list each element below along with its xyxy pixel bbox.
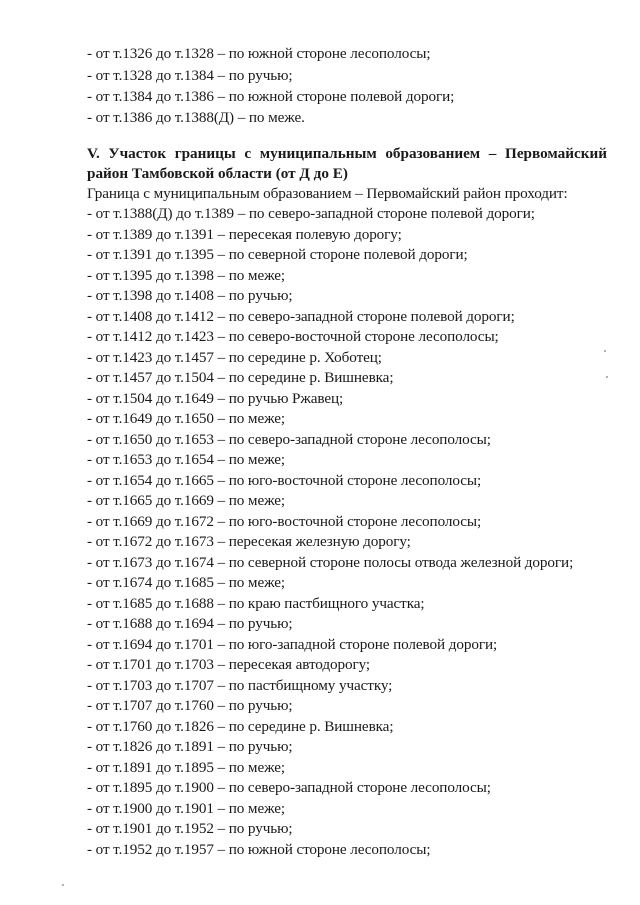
boundary-item: - от т.1901 до т.1952 – по ручью; [87,820,293,837]
boundary-item: - от т.1395 до т.1398 – по меже; [87,267,286,284]
boundary-item: - от т.1703 до т.1707 – по пастбищному участку; [87,677,393,694]
boundary-item: - от т.1674 до т.1685 – по меже; [87,574,286,591]
boundary-item: - от т.1688 до т.1694 – по ручью; [87,615,293,632]
boundary-item: - от т.1685 до т.1688 – по краю пастбищного участка; [87,595,425,612]
boundary-item: - от т.1398 до т.1408 – по ручью; [87,287,293,304]
boundary-item: - от т.1826 до т.1891 – по ручью; [87,738,293,755]
section-heading-line2: район Тамбовской области (от Д до Е) [87,164,348,182]
scan-speck [62,884,64,886]
scan-speck [606,376,608,378]
boundary-item: - от т.1423 до т.1457 – по середине р. Хоботец; [87,349,382,366]
boundary-item: - от т.1760 до т.1826 – по середине р. Вишневка; [87,718,394,735]
boundary-item: - от т.1707 до т.1760 – по ручью; [87,697,293,714]
boundary-item: - от т.1701 до т.1703 – пересекая автодорогу; [87,656,371,673]
boundary-item: - от т.1952 до т.1957 – по южной стороне лесополосы; [87,841,431,858]
boundary-item: - от т.1649 до т.1650 – по меже; [87,410,286,427]
boundary-item: - от т.1408 до т.1412 – по северо-западной стороне полевой дороги; [87,308,515,325]
boundary-item: - от т.1672 до т.1673 – пересекая железную дорогу; [87,533,411,550]
boundary-item: - от т.1665 до т.1669 – по меже; [87,492,286,509]
boundary-item: - от т.1391 до т.1395 – по северной стороне полевой дороги; [87,246,468,263]
boundary-item: - от т.1328 до т.1384 – по ручью; [87,67,293,84]
boundary-item: - от т.1891 до т.1895 – по меже; [87,759,286,776]
boundary-item: - от т.1326 до т.1328 – по южной стороне лесополосы; [87,45,431,62]
boundary-item: - от т.1386 до т.1388(Д) – по меже. [87,109,305,126]
boundary-item: - от т.1895 до т.1900 – по северо-западной стороне лесополосы; [87,779,491,796]
boundary-item: - от т.1504 до т.1649 – по ручью Ржавец; [87,390,344,407]
boundary-item: - от т.1653 до т.1654 – по меже; [87,451,286,468]
boundary-item: - от т.1457 до т.1504 – по середине р. Вишневка; [87,369,394,386]
boundary-item: - от т.1654 до т.1665 – по юго-восточной стороне лесополосы; [87,472,482,489]
boundary-item: - от т.1900 до т.1901 – по меже; [87,800,286,817]
boundary-item: - от т.1412 до т.1423 – по северо-восточной стороне лесополосы; [87,328,499,345]
section-heading [87,144,607,183]
boundary-item: - от т.1694 до т.1701 – по юго-западной стороне полевой дороги; [87,636,498,653]
boundary-item: - от т.1388(Д) до т.1389 – по северо-западной стороне полевой дороги; [87,205,535,222]
boundary-item: - от т.1669 до т.1672 – по юго-восточной стороне лесополосы; [87,513,482,530]
boundary-item: - от т.1650 до т.1653 – по северо-западной стороне лесополосы; [87,431,491,448]
boundary-item: - от т.1384 до т.1386 – по южной стороне полевой дороги; [87,88,455,105]
boundary-item: - от т.1673 до т.1674 – по северной стороне полосы отвода железной дороги; [87,554,574,571]
scan-speck [604,350,606,352]
section-intro: Граница с муниципальным образованием – Первомайский район проходит: [87,185,568,202]
section-heading-line1: V. Участок границы с муниципальным образованием – Первомайский [87,145,607,162]
boundary-item: - от т.1389 до т.1391 – пересекая полевую дорогу; [87,226,402,243]
